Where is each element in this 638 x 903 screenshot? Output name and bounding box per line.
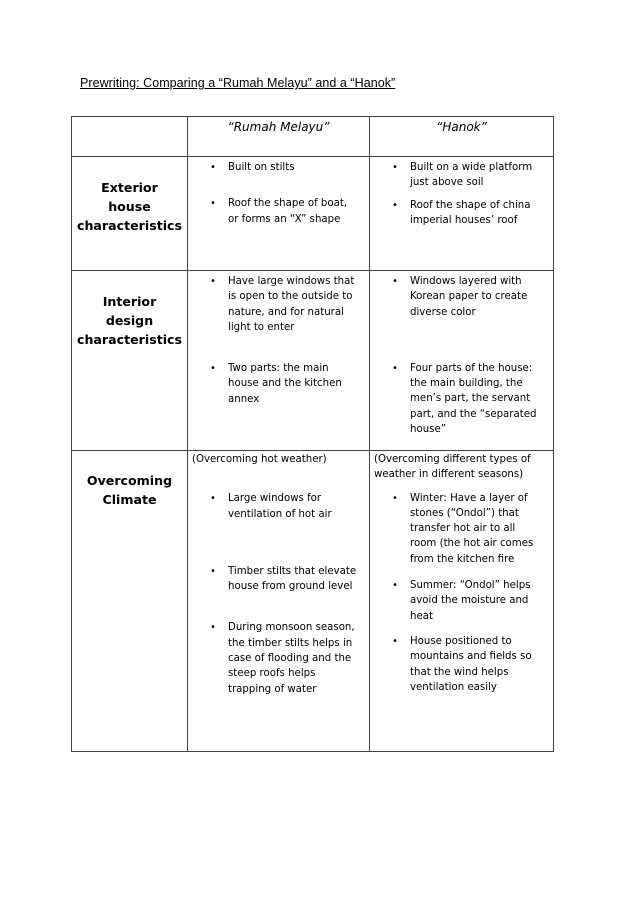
bullet-list [188,160,369,227]
row-label-climate [72,451,188,752]
row-label-interior [72,271,188,451]
header-hanok: “Hanok” [370,117,554,157]
row-label-exterior [72,157,188,271]
list-item: • Summer: “Ondol” helps avoid the moisture and heat [370,578,553,624]
cell-intro-text: (Overcoming hot weather) [192,454,327,465]
comparison-table [71,116,554,752]
cell-intro-text: (Overcoming different types of weather in different seasons) [374,454,531,481]
list-item: • During monsoon season, the timber stilts helps in case of flooding and the steep roofs helps trapping of water [188,620,369,696]
bullet-list [188,274,369,407]
cell-hanok-exterior [370,157,554,271]
list-item: • Roof the shape of china imperial houses’ roof [370,198,553,229]
row-label-line: characteristics [77,218,182,233]
header-rumah-melayu: “Rumah Melayu” [188,117,370,157]
list-item: • House positioned to mountains and fields so that the wind helps ventilation easily [370,634,553,695]
list-item: • Built on a wide platform just above soil [370,160,553,191]
list-item: • Built on stilts [188,160,369,175]
row-label-line: design [105,313,154,328]
bullet-list [370,160,553,228]
bullet-list [188,491,369,697]
cell-hanok-interior [370,271,554,451]
list-item: • Two parts: the main house and the kitchen annex [188,361,369,407]
row-label-line: characteristics [77,332,182,347]
list-item: • Large windows for ventilation of hot air [188,491,369,522]
list-item: • Timber stilts that elevate house from ground level [188,564,369,595]
cell-hanok-climate [370,451,554,752]
cell-rumah-interior [188,271,370,451]
list-item: • Have large windows that is open to the outside to nature, and for natural light to enter [188,274,369,335]
document-title: Prewriting: Comparing a “Rumah Melayu” and a “Hanok” [80,76,396,90]
list-item: • Windows layered with Korean paper to create diverse color [370,274,553,320]
cell-rumah-climate [188,451,370,752]
list-item: • Winter: Have a layer of stones (“Ondol”) that transfer hot air to all room (the hot air comes from the kitchen fire [370,491,553,567]
list-item: • Four parts of the house: the main building, the men’s part, the servant part, and the “separated house” [370,361,553,437]
table-row-exterior [72,157,554,271]
table-row-interior [72,271,554,451]
row-label-line: Climate [102,492,157,507]
list-item: • Roof the shape of boat, or forms an “X” shape [188,196,369,227]
row-label-line: house [108,199,151,214]
cell-rumah-exterior [188,157,370,271]
table-header-row [72,117,554,157]
row-label-line: Exterior [101,180,158,195]
header-empty-cell [72,117,188,157]
row-label-line: Overcoming [86,473,173,488]
row-label-line: Interior [102,294,157,309]
bullet-list [370,274,553,437]
bullet-list [370,491,553,696]
table-row-climate [72,451,554,752]
